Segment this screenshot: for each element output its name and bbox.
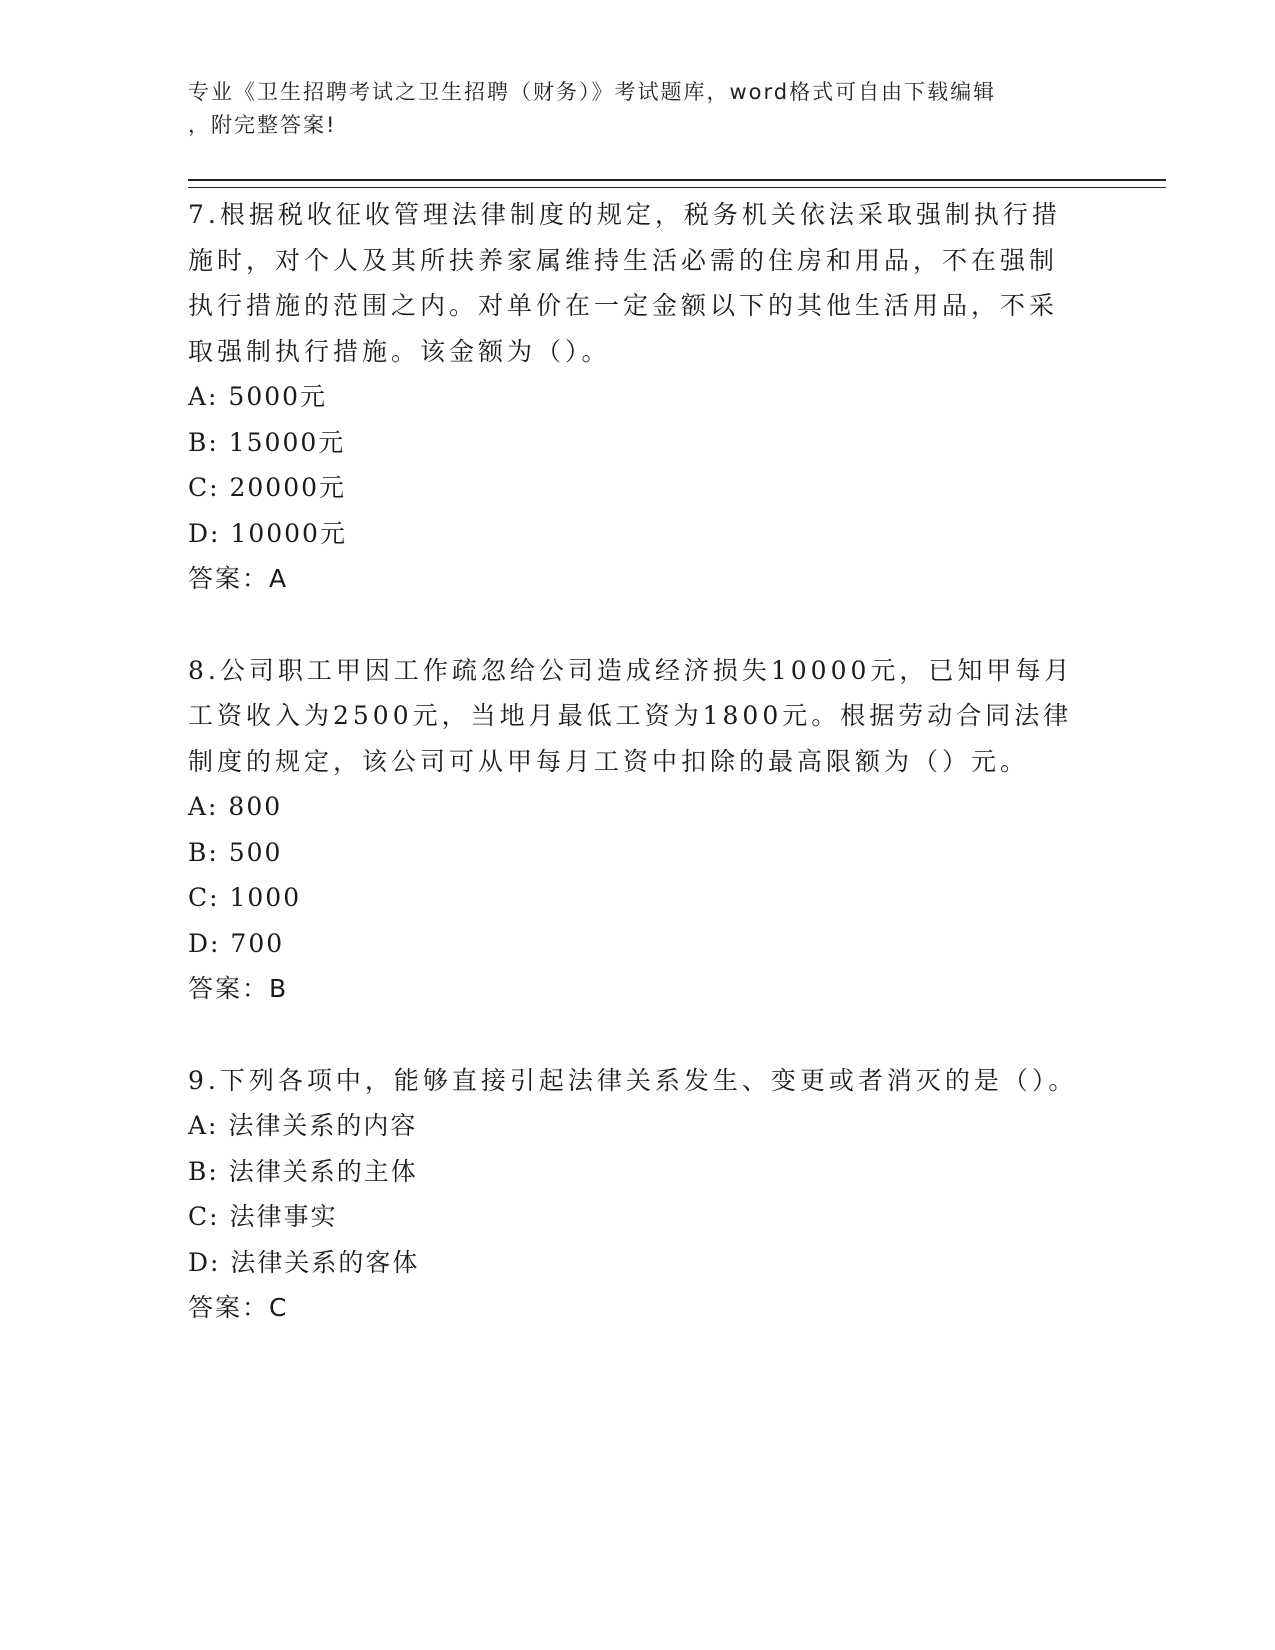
question-list bbox=[188, 192, 1078, 1377]
option-a: A: 5000元 bbox=[188, 382, 328, 411]
option-b: B: 15000元 bbox=[188, 427, 346, 457]
question-9 bbox=[188, 1058, 1078, 1331]
option-c: C: 1000 bbox=[188, 883, 302, 912]
answer-line: 答案：C bbox=[188, 1293, 289, 1322]
option-c: C: 法律事实 bbox=[188, 1202, 338, 1231]
question-stem: 7.根据税收征收管理法律制度的规定，税务机关依法采取强制执行措施时，对个人及其所扶养家属维持生活必需的住房和用品，不在强制执行措施的范围之内。对单价在一定金额以下的其他生活用品，不采取强制执行措施。该金额为（）。 bbox=[188, 200, 1061, 366]
option-b: B: 法律关系的主体 bbox=[188, 1156, 418, 1186]
option-a: A: 法律关系的内容 bbox=[188, 1111, 418, 1140]
header-subtitle-line: ，附完整答案! bbox=[188, 113, 337, 137]
question-stem: 9.下列各项中，能够直接引起法律关系发生、变更或者消灭的是（）。 bbox=[188, 1065, 1078, 1095]
answer-line: 答案：A bbox=[188, 564, 289, 593]
option-b: B: 500 bbox=[188, 837, 283, 867]
option-d: D: 10000元 bbox=[188, 518, 347, 548]
document-header bbox=[188, 76, 1068, 142]
answer-line: 答案：B bbox=[188, 974, 289, 1003]
header-divider bbox=[188, 179, 1166, 188]
header-title-line: 专业《卫生招聘考试之卫生招聘（财务）》考试题库，word格式可自由下载编辑 bbox=[188, 80, 997, 104]
option-d: D: 700 bbox=[188, 928, 285, 958]
option-a: A: 800 bbox=[188, 792, 283, 821]
question-7 bbox=[188, 192, 1078, 602]
question-stem: 8.公司职工甲因工作疏忽给公司造成经济损失10000元，已知甲每月工资收入为2500元，当地月最低工资为1800元。根据劳动合同法律制度的规定，该公司可从甲每月工资中扣除的最高限额为（）元。 bbox=[188, 655, 1074, 776]
option-d: D: 法律关系的客体 bbox=[188, 1247, 420, 1277]
question-8 bbox=[188, 648, 1078, 1012]
option-c: C: 20000元 bbox=[188, 473, 347, 502]
